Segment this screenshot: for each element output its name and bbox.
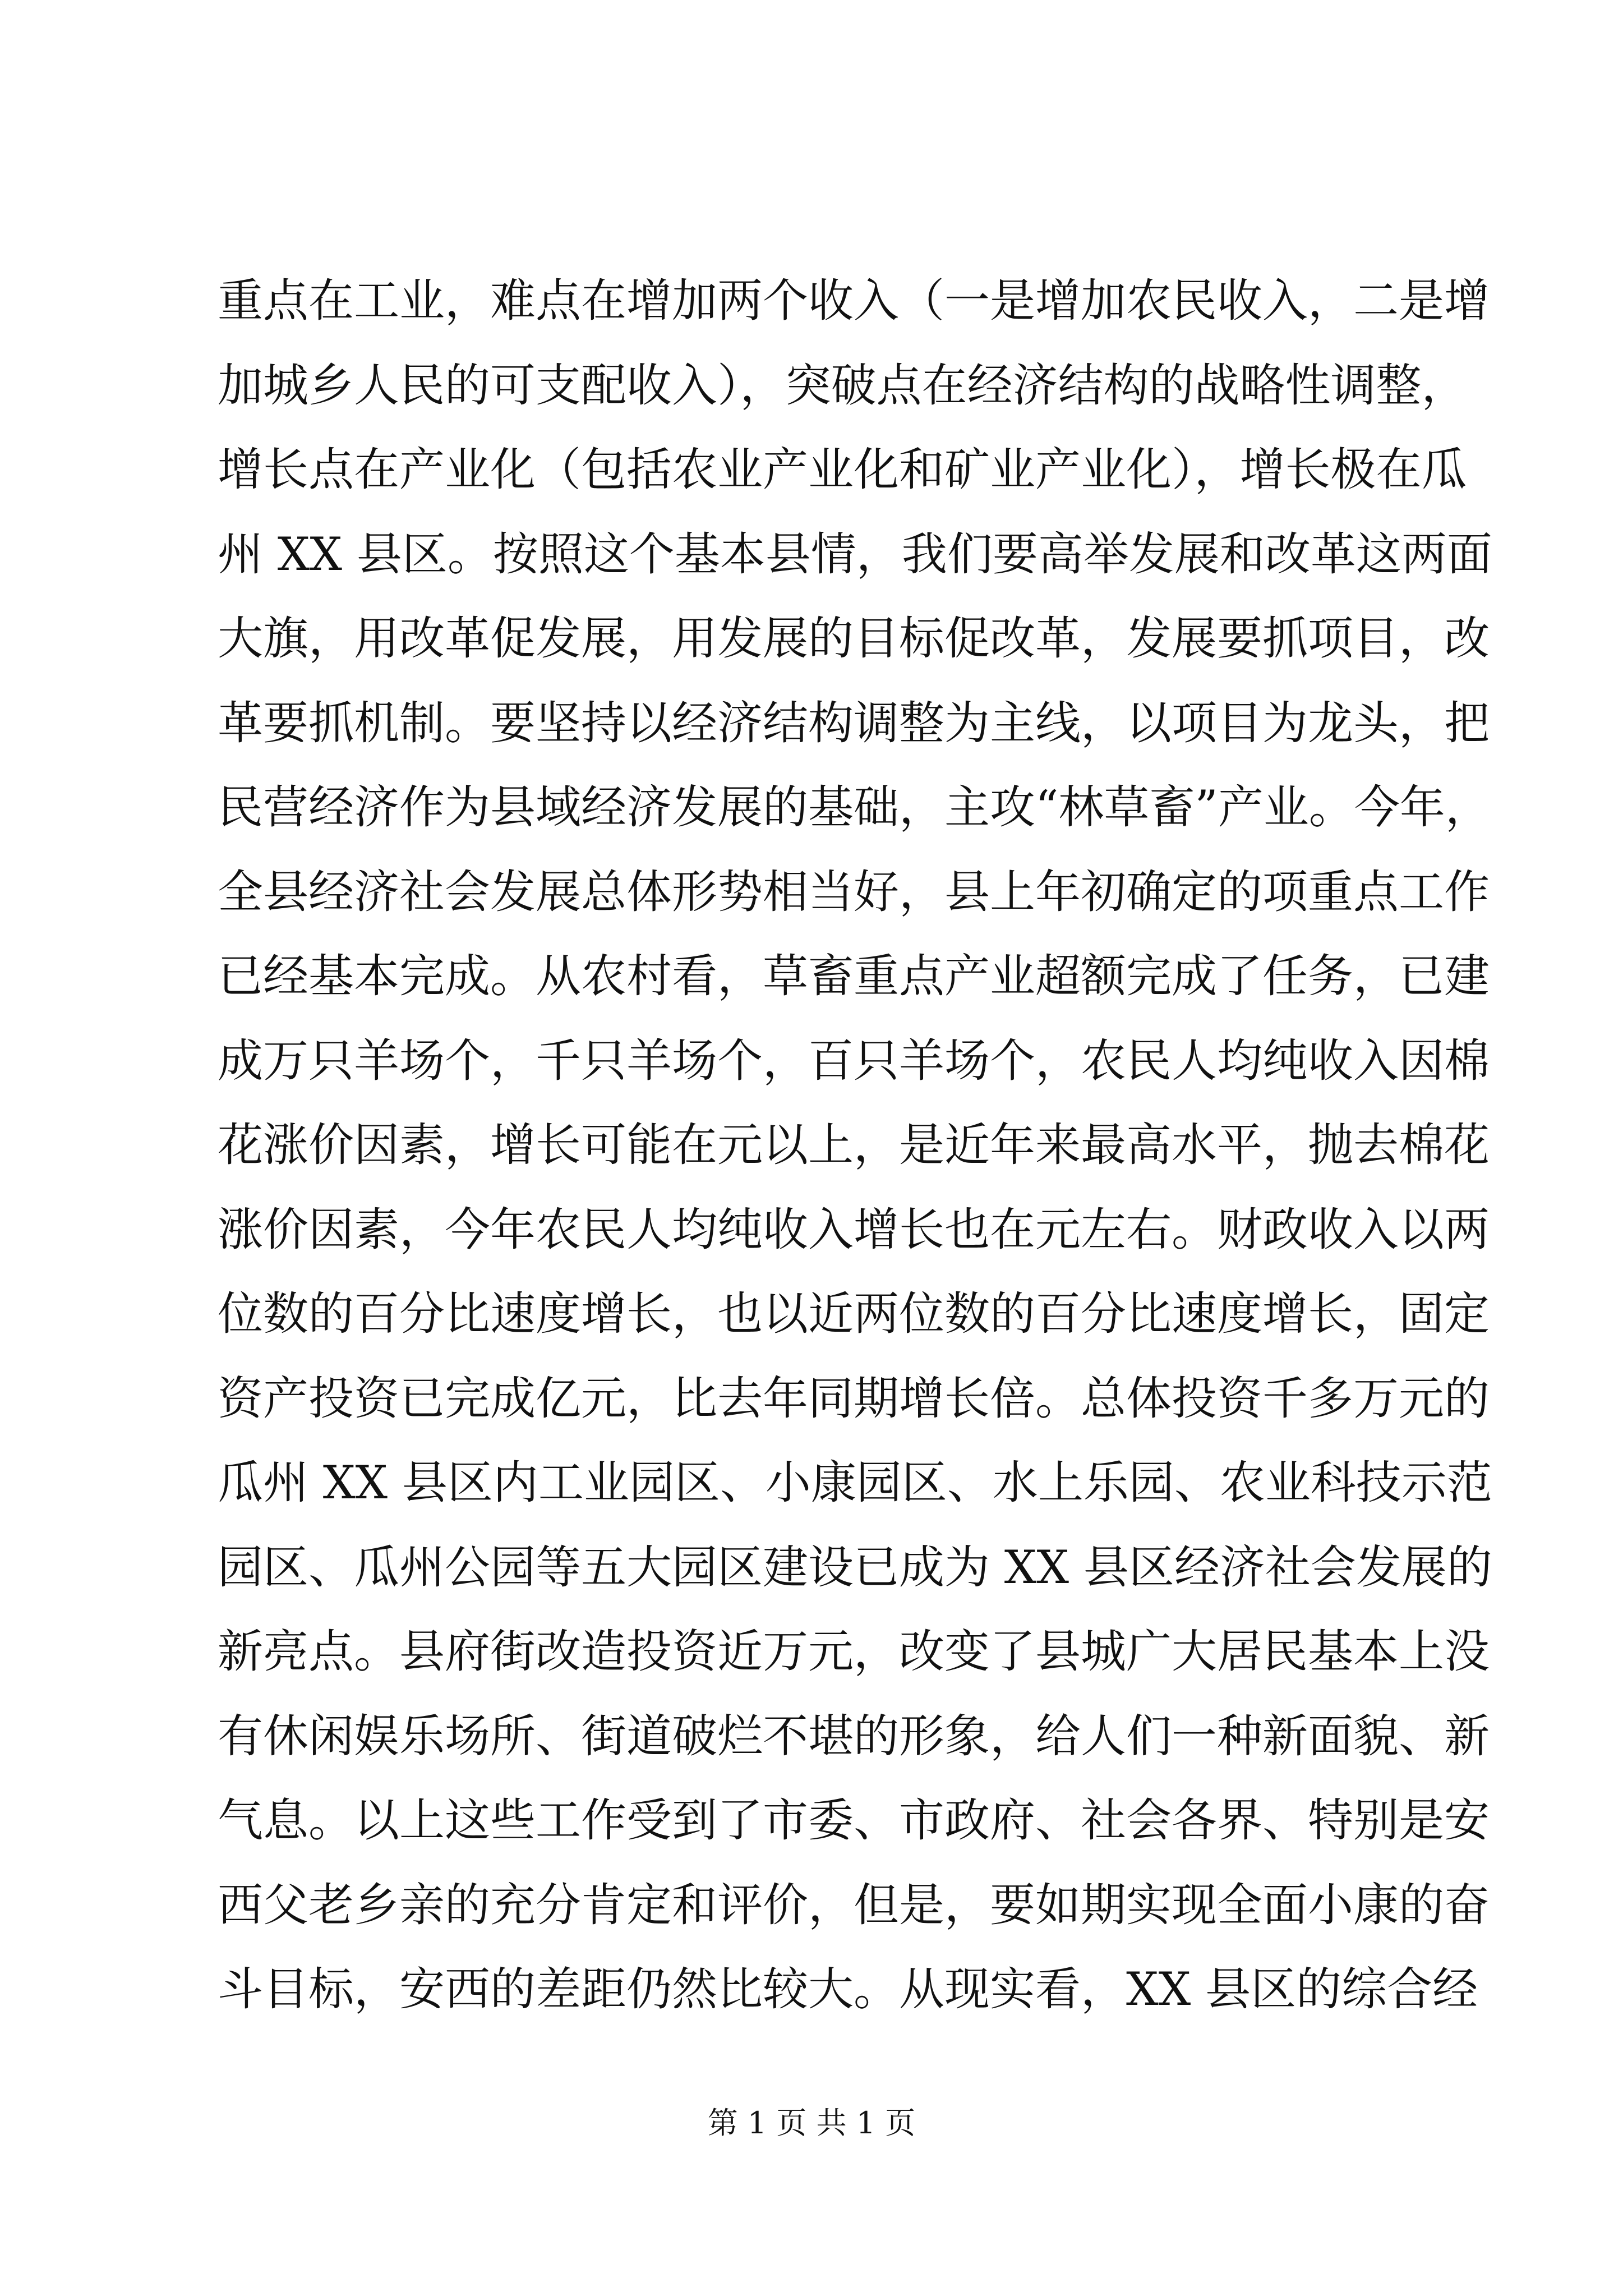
text-line: 斗目标，安西的差距仍然比较大。从现实看，XX 县区的综合经 (218, 1963, 1478, 2016)
text-line: 州 XX 县区。按照这个基本县情，我们要高举发展和改革这两面 (218, 528, 1492, 581)
text-line: 瓜州 XX 县区内工业园区、小康园区、水上乐园、农业科技示范 (218, 1457, 1492, 1510)
text-line: 大旗，用改革促发展，用发展的目标促改革，发展要抓项目，改 (218, 613, 1490, 665)
text-line: 增长点在产业化（包括农业产业化和矿业产业化），增长极在瓜 (218, 444, 1467, 496)
text-line: 革要抓机制。要坚持以经济结构调整为主线，以项目为龙头，把 (218, 697, 1490, 750)
text-line: 气息。以上这些工作受到了市委、市政府、社会各界、特别是安 (218, 1795, 1490, 1847)
text-line: 有休闲娱乐场所、街道破烂不堪的形象，给人们一种新面貌、新 (218, 1710, 1490, 1763)
page-footer: 第 1 页 共 1 页 (707, 2105, 916, 2141)
body-paragraph (218, 259, 1492, 2032)
text-line: 资产投资已完成亿元，比去年同期增长倍。总体投资千多万元的 (218, 1372, 1490, 1425)
text-line: 加城乡人民的可支配收入），突破点在经济结构的战略性调整， (218, 359, 1467, 412)
text-line: 新亮点。县府街改造投资近万元，改变了县城广大居民基本上没 (218, 1626, 1490, 1678)
text-line: 已经基本完成。从农村看，草畜重点产业超额完成了任务，已建 (218, 950, 1490, 1003)
text-line: 西父老乡亲的充分肯定和评价，但是，要如期实现全面小康的奋 (218, 1879, 1490, 1932)
text-line: 园区、瓜州公园等五大园区建设已成为 XX 县区经济社会发展的 (218, 1541, 1492, 1594)
text-line: 重点在工业，难点在增加两个收入（一是增加农民收入，二是增 (218, 275, 1490, 328)
text-line: 成万只羊场个，千只羊场个，百只羊场个，农民人均纯收入因棉 (218, 1034, 1490, 1088)
text-line: 位数的百分比速度增长，也以近两位数的百分比速度增长，固定 (218, 1288, 1490, 1341)
text-line: 涨价因素，今年农民人均纯收入增长也在元左右。财政收入以两 (218, 1203, 1490, 1257)
text-line: 花涨价因素，增长可能在元以上，是近年来最高水平，抛去棉花 (218, 1119, 1490, 1172)
text-line: 全县经济社会发展总体形势相当好，县上年初确定的项重点工作 (218, 866, 1490, 919)
text-line: 民营经济作为县域经济发展的基础，主攻“林草畜”产业。今年， (218, 781, 1491, 834)
